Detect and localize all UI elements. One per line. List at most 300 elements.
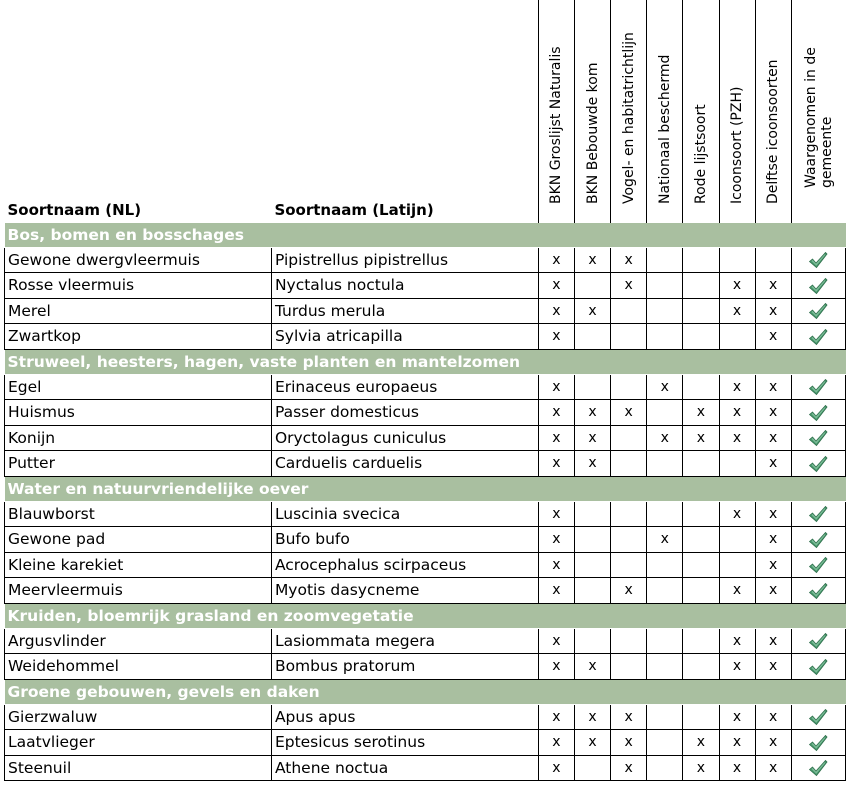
column-header-nationaal-beschermd — [647, 0, 683, 222]
observed-cell — [791, 273, 845, 299]
observed-cell — [791, 247, 845, 273]
criterion-mark: x — [732, 429, 742, 446]
species-name-latin: Carduelis carduelis — [271, 451, 538, 477]
criterion-mark: x — [624, 759, 633, 776]
section-row — [5, 222, 846, 247]
criterion-cell — [611, 374, 647, 400]
species-name-latin: Turdus merula — [271, 298, 538, 324]
column-header-label: Waargenomen in de gemeente — [802, 46, 835, 188]
table-row — [5, 552, 846, 578]
criterion-cell — [575, 374, 611, 400]
column-header-waargenomen — [791, 0, 845, 222]
table-row — [5, 704, 846, 730]
criterion-cell — [538, 451, 574, 477]
table-row — [5, 730, 846, 756]
observed-cell — [791, 501, 845, 527]
criterion-mark: x — [732, 759, 742, 776]
species-name-latin: Nyctalus noctula — [271, 273, 538, 299]
section-title: Struweel, heesters, hagen, vaste planten en mantelzomen — [5, 349, 846, 374]
criterion-cell — [575, 324, 611, 350]
checkmark-icon — [808, 632, 828, 650]
checkmark-icon — [808, 455, 828, 473]
criterion-mark: x — [732, 734, 742, 751]
checkmark-icon — [808, 505, 828, 523]
criterion-cell — [647, 654, 683, 680]
criterion-cell — [647, 527, 683, 553]
criterion-cell — [647, 247, 683, 273]
criterion-mark: x — [588, 429, 597, 446]
criterion-mark: x — [660, 531, 669, 548]
criterion-cell — [755, 400, 791, 426]
species-name-nl: Putter — [5, 451, 272, 477]
criterion-cell — [755, 324, 791, 350]
criterion-cell — [538, 578, 574, 604]
observed-cell — [791, 755, 845, 781]
species-name-latin: Eptesicus serotinus — [271, 730, 538, 756]
species-name-latin: Bufo bufo — [271, 527, 538, 553]
criterion-cell — [575, 400, 611, 426]
criterion-cell — [755, 578, 791, 604]
criterion-cell — [611, 755, 647, 781]
criterion-mark: x — [769, 505, 778, 522]
criterion-cell — [538, 755, 574, 781]
criterion-mark: x — [552, 302, 561, 319]
criterion-cell — [611, 501, 647, 527]
criterion-mark: x — [732, 505, 742, 522]
criterion-cell — [683, 730, 719, 756]
checkmark-icon — [808, 582, 828, 600]
checkmark-icon — [808, 429, 828, 447]
checkmark-icon — [808, 658, 828, 676]
criterion-mark: x — [588, 708, 597, 725]
species-name-nl: Kleine karekiet — [5, 552, 272, 578]
criterion-cell — [575, 578, 611, 604]
table-body — [5, 222, 846, 781]
criterion-mark: x — [769, 404, 778, 421]
criterion-cell — [647, 704, 683, 730]
table-row — [5, 374, 846, 400]
criterion-cell — [647, 578, 683, 604]
criterion-cell — [719, 247, 755, 273]
criterion-mark: x — [552, 429, 561, 446]
criterion-cell — [538, 730, 574, 756]
criterion-cell — [755, 730, 791, 756]
criterion-cell — [683, 755, 719, 781]
criterion-cell — [611, 704, 647, 730]
criterion-mark: x — [732, 582, 742, 599]
observed-cell — [791, 324, 845, 350]
criterion-cell — [538, 324, 574, 350]
criterion-cell — [575, 501, 611, 527]
criterion-cell — [755, 501, 791, 527]
criterion-mark: x — [552, 708, 561, 725]
criterion-cell — [538, 374, 574, 400]
criterion-cell — [719, 273, 755, 299]
criterion-mark: x — [732, 658, 742, 675]
checkmark-icon — [808, 531, 828, 549]
table-row — [5, 324, 846, 350]
observed-cell — [791, 704, 845, 730]
criterion-cell — [647, 374, 683, 400]
section-title: Water en natuurvriendelijke oever — [5, 476, 846, 501]
criterion-cell — [755, 527, 791, 553]
table-row — [5, 247, 846, 273]
criterion-mark: x — [769, 556, 778, 573]
table-header-row — [5, 0, 846, 222]
species-name-latin: Erinaceus europaeus — [271, 374, 538, 400]
table-row — [5, 578, 846, 604]
criterion-mark: x — [624, 734, 633, 751]
checkmark-icon — [808, 759, 828, 777]
criterion-cell — [611, 247, 647, 273]
criterion-cell — [575, 654, 611, 680]
species-name-nl: Huismus — [5, 400, 272, 426]
criterion-mark: x — [732, 632, 742, 649]
observed-cell — [791, 374, 845, 400]
criterion-mark: x — [552, 378, 561, 395]
criterion-cell — [647, 552, 683, 578]
criterion-cell — [647, 730, 683, 756]
criterion-cell — [611, 628, 647, 654]
criterion-mark: x — [588, 734, 597, 751]
species-name-nl: Meervleermuis — [5, 578, 272, 604]
criterion-cell — [755, 755, 791, 781]
criterion-mark: x — [552, 404, 561, 421]
table-row — [5, 273, 846, 299]
criterion-cell — [647, 755, 683, 781]
column-header-name-nl: Soortnaam (NL) — [7, 200, 142, 219]
criterion-cell — [538, 501, 574, 527]
column-header-rode-lijstsoort — [683, 0, 719, 222]
criterion-mark: x — [552, 328, 561, 345]
column-header-icoonsoort-pzh — [719, 0, 755, 222]
criterion-cell — [683, 552, 719, 578]
criterion-cell — [755, 628, 791, 654]
criterion-mark: x — [588, 251, 597, 268]
table-row — [5, 451, 846, 477]
criterion-cell — [647, 451, 683, 477]
criterion-cell — [611, 400, 647, 426]
species-name-latin: Luscinia svecica — [271, 501, 538, 527]
criterion-mark: x — [660, 429, 669, 446]
checkmark-icon — [808, 302, 828, 320]
criterion-mark: x — [552, 734, 561, 751]
criterion-cell — [611, 324, 647, 350]
criterion-cell — [683, 324, 719, 350]
column-header-label: Rode lijstsoort — [692, 103, 709, 204]
section-title: Kruiden, bloemrijk grasland en zoomvegetatie — [5, 603, 846, 628]
criterion-cell — [611, 298, 647, 324]
criterion-mark: x — [696, 759, 706, 776]
observed-cell — [791, 451, 845, 477]
criterion-mark: x — [769, 632, 778, 649]
criterion-cell — [755, 654, 791, 680]
criterion-mark: x — [552, 658, 561, 675]
criterion-cell — [683, 273, 719, 299]
criterion-cell — [755, 451, 791, 477]
criterion-cell — [647, 425, 683, 451]
criterion-cell — [611, 451, 647, 477]
section-title: Groene gebouwen, gevels en daken — [5, 679, 846, 704]
criterion-cell — [538, 273, 574, 299]
criterion-cell — [719, 704, 755, 730]
criterion-mark: x — [732, 708, 742, 725]
species-name-latin: Sylvia atricapilla — [271, 324, 538, 350]
criterion-cell — [611, 273, 647, 299]
species-name-latin: Oryctolagus cuniculus — [271, 425, 538, 451]
criterion-cell — [719, 552, 755, 578]
column-header-label: Vogel- en habitatrichtlijn — [620, 31, 637, 204]
criterion-cell — [755, 552, 791, 578]
criterion-cell — [538, 425, 574, 451]
criterion-mark: x — [732, 302, 742, 319]
criterion-cell — [719, 755, 755, 781]
criterion-mark: x — [769, 328, 778, 345]
criterion-mark: x — [588, 404, 597, 421]
criterion-cell — [719, 527, 755, 553]
criterion-mark: x — [769, 429, 778, 446]
criterion-cell — [719, 578, 755, 604]
criterion-cell — [538, 298, 574, 324]
criterion-cell — [611, 425, 647, 451]
criterion-cell — [647, 324, 683, 350]
section-row — [5, 476, 846, 501]
species-name-nl: Argusvlinder — [5, 628, 272, 654]
criterion-mark: x — [624, 404, 633, 421]
criterion-mark: x — [732, 277, 742, 294]
criterion-mark: x — [588, 658, 597, 675]
criterion-mark: x — [769, 302, 778, 319]
criterion-mark: x — [552, 556, 561, 573]
criterion-cell — [755, 273, 791, 299]
criterion-cell — [683, 628, 719, 654]
checkmark-icon — [808, 378, 828, 396]
table-row — [5, 527, 846, 553]
species-name-latin: Myotis dasycneme — [271, 578, 538, 604]
criterion-mark: x — [624, 251, 633, 268]
criterion-mark: x — [769, 734, 778, 751]
species-name-nl: Konijn — [5, 425, 272, 451]
observed-cell — [791, 400, 845, 426]
species-name-nl: Gierzwaluw — [5, 704, 272, 730]
criterion-mark: x — [660, 378, 669, 395]
criterion-cell — [647, 273, 683, 299]
criterion-cell — [575, 552, 611, 578]
species-name-latin: Athene noctua — [271, 755, 538, 781]
criterion-cell — [575, 273, 611, 299]
criterion-cell — [611, 578, 647, 604]
criterion-mark: x — [769, 708, 778, 725]
criterion-mark: x — [588, 455, 597, 472]
criterion-cell — [538, 552, 574, 578]
observed-cell — [791, 527, 845, 553]
criterion-cell — [611, 552, 647, 578]
criterion-mark: x — [732, 404, 742, 421]
criterion-cell — [538, 247, 574, 273]
criterion-mark: x — [552, 759, 561, 776]
table-row — [5, 654, 846, 680]
table-row — [5, 298, 846, 324]
species-name-nl: Laatvlieger — [5, 730, 272, 756]
species-name-latin: Pipistrellus pipistrellus — [271, 247, 538, 273]
criterion-cell — [647, 628, 683, 654]
species-name-latin: Passer domesticus — [271, 400, 538, 426]
criterion-cell — [575, 451, 611, 477]
criterion-cell — [683, 400, 719, 426]
checkmark-icon — [808, 251, 828, 269]
criterion-cell — [683, 247, 719, 273]
criterion-cell — [719, 451, 755, 477]
criterion-cell — [755, 374, 791, 400]
criterion-cell — [755, 704, 791, 730]
criterion-cell — [575, 527, 611, 553]
checkmark-icon — [808, 404, 828, 422]
criterion-cell — [575, 730, 611, 756]
species-name-latin: Lasiommata megera — [271, 628, 538, 654]
species-name-latin: Acrocephalus scirpaceus — [271, 552, 538, 578]
criterion-cell — [719, 374, 755, 400]
criterion-cell — [611, 527, 647, 553]
table-row — [5, 755, 846, 781]
criterion-cell — [683, 451, 719, 477]
criterion-cell — [538, 527, 574, 553]
observed-cell — [791, 654, 845, 680]
criterion-cell — [575, 755, 611, 781]
species-name-nl: Weidehommel — [5, 654, 272, 680]
criterion-cell — [647, 298, 683, 324]
criterion-mark: x — [552, 455, 561, 472]
criterion-cell — [538, 654, 574, 680]
checkmark-icon — [808, 556, 828, 574]
criterion-cell — [755, 425, 791, 451]
species-name-nl: Zwartkop — [5, 324, 272, 350]
criterion-mark: x — [769, 378, 778, 395]
criterion-mark: x — [696, 429, 706, 446]
criterion-cell — [683, 578, 719, 604]
column-header-bkn-bebouwde-kom — [575, 0, 611, 222]
criterion-cell — [719, 400, 755, 426]
column-header-name-latin: Soortnaam (Latijn) — [274, 200, 434, 219]
criterion-mark: x — [769, 531, 778, 548]
criterion-cell — [719, 628, 755, 654]
criterion-cell — [719, 298, 755, 324]
criterion-cell — [647, 501, 683, 527]
criterion-cell — [647, 400, 683, 426]
criterion-mark: x — [769, 455, 778, 472]
section-row — [5, 679, 846, 704]
observed-cell — [791, 552, 845, 578]
criterion-cell — [719, 730, 755, 756]
criterion-mark: x — [552, 277, 561, 294]
criterion-cell — [538, 400, 574, 426]
criterion-mark: x — [624, 582, 633, 599]
criterion-cell — [575, 628, 611, 654]
criterion-cell — [683, 425, 719, 451]
criterion-cell — [719, 654, 755, 680]
species-name-nl: Merel — [5, 298, 272, 324]
column-header-label: BKN Groslijst Naturalis — [548, 45, 565, 204]
criterion-mark: x — [552, 251, 561, 268]
column-header-delftse-icoonsoorten — [755, 0, 791, 222]
criterion-mark: x — [769, 759, 778, 776]
species-name-nl: Gewone dwergvleermuis — [5, 247, 272, 273]
species-table — [4, 0, 846, 781]
observed-cell — [791, 298, 845, 324]
species-name-nl: Blauwborst — [5, 501, 272, 527]
criterion-cell — [611, 654, 647, 680]
criterion-mark: x — [624, 277, 633, 294]
criterion-cell — [575, 298, 611, 324]
criterion-mark: x — [552, 632, 561, 649]
species-name-nl: Rosse vleermuis — [5, 273, 272, 299]
column-header-label: Nationaal beschermd — [656, 54, 673, 204]
criterion-mark: x — [552, 505, 561, 522]
criterion-cell — [683, 527, 719, 553]
checkmark-icon — [808, 328, 828, 346]
section-title: Bos, bomen en bosschages — [5, 222, 846, 247]
checkmark-icon — [808, 708, 828, 726]
criterion-cell — [683, 374, 719, 400]
observed-cell — [791, 578, 845, 604]
criterion-cell — [538, 628, 574, 654]
criterion-mark: x — [769, 658, 778, 675]
criterion-cell — [719, 501, 755, 527]
criterion-mark: x — [552, 531, 561, 548]
criterion-mark: x — [552, 582, 561, 599]
species-name-nl: Egel — [5, 374, 272, 400]
species-name-latin: Bombus pratorum — [271, 654, 538, 680]
criterion-cell — [611, 730, 647, 756]
criterion-cell — [755, 298, 791, 324]
criterion-cell — [683, 501, 719, 527]
checkmark-icon — [808, 277, 828, 295]
criterion-mark: x — [769, 277, 778, 294]
observed-cell — [791, 628, 845, 654]
table-row — [5, 501, 846, 527]
column-header-bkn-groslijst — [538, 0, 574, 222]
table-row — [5, 400, 846, 426]
criterion-mark: x — [624, 708, 633, 725]
observed-cell — [791, 730, 845, 756]
column-header-label: BKN Bebouwde kom — [584, 62, 601, 204]
column-header-label: Delftse icoonsoorten — [765, 58, 782, 204]
criterion-mark: x — [696, 734, 706, 751]
species-name-latin: Apus apus — [271, 704, 538, 730]
criterion-cell — [755, 247, 791, 273]
section-row — [5, 349, 846, 374]
species-name-nl: Gewone pad — [5, 527, 272, 553]
criterion-mark: x — [588, 302, 597, 319]
criterion-mark: x — [769, 582, 778, 599]
criterion-mark: x — [732, 378, 742, 395]
criterion-cell — [719, 324, 755, 350]
species-name-nl: Steenuil — [5, 755, 272, 781]
section-row — [5, 603, 846, 628]
criterion-mark: x — [696, 404, 706, 421]
criterion-cell — [575, 425, 611, 451]
criterion-cell — [683, 298, 719, 324]
criterion-cell — [575, 247, 611, 273]
table-row — [5, 628, 846, 654]
table-row — [5, 425, 846, 451]
criterion-cell — [683, 704, 719, 730]
criterion-cell — [575, 704, 611, 730]
column-header-label: Icoonsoort (PZH) — [729, 86, 746, 204]
checkmark-icon — [808, 734, 828, 752]
column-header-vogel-habitatrichtlijn — [611, 0, 647, 222]
criterion-cell — [719, 425, 755, 451]
criterion-cell — [683, 654, 719, 680]
